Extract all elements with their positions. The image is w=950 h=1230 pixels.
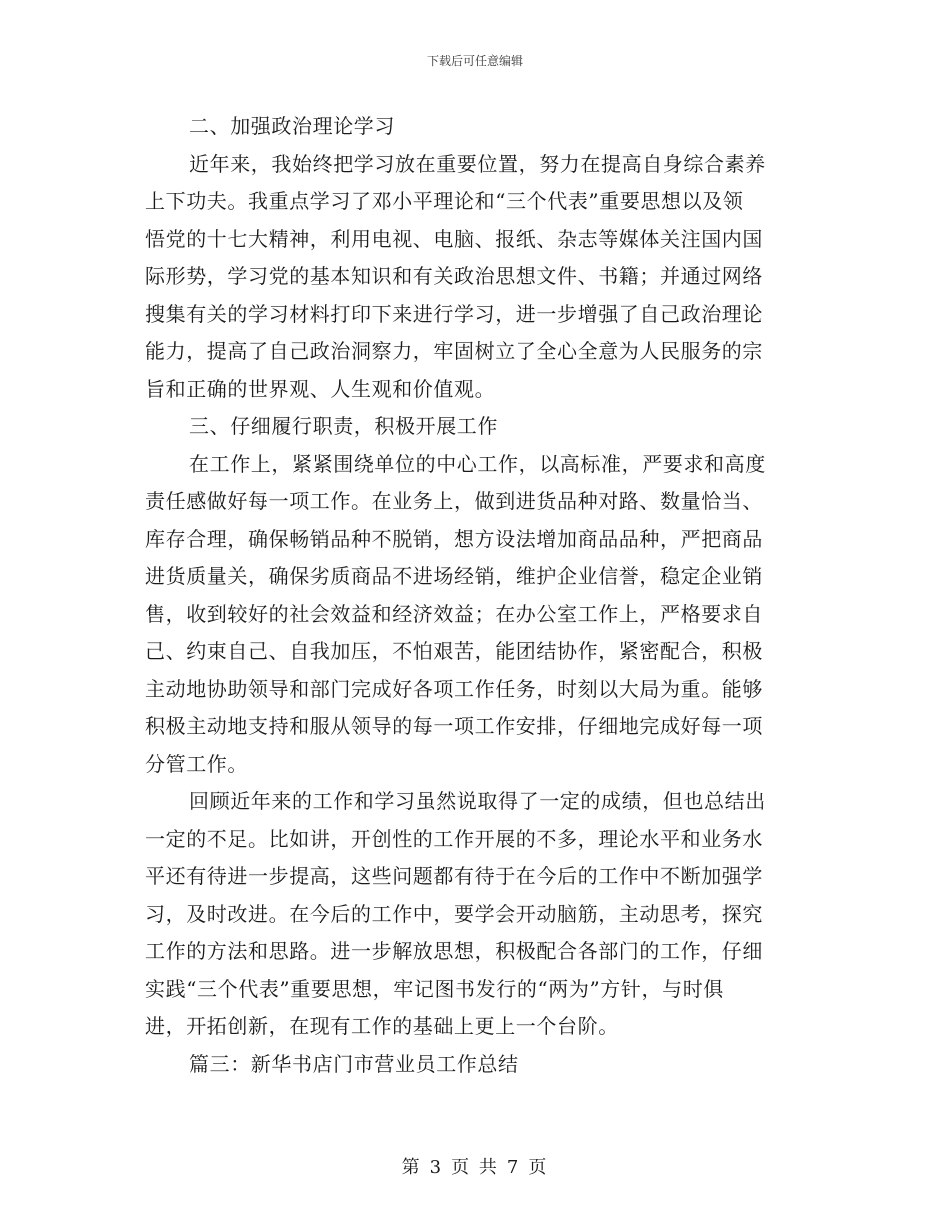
paragraph-political-study — [145, 146, 805, 409]
section-heading: 三、仔细履行职责，积极开展工作 — [189, 414, 498, 438]
text-line: 悟党的十七大精神，利用电视、电脑、报纸、杂志等媒体关注国内国 — [145, 226, 763, 251]
section-heading-political-study — [145, 108, 805, 146]
footer-middle: 页 共 — [451, 1157, 499, 1178]
text-line: 旨和正确的世界观、人生观和价值观。 — [145, 376, 496, 401]
paragraph-duties — [145, 446, 805, 784]
total-page-count: 7 — [506, 1157, 521, 1178]
text-line: 平还有待进一步提高，这些问题都有待于在今后的工作中不断加强学 — [145, 864, 763, 888]
text-line: 一定的不足。比如讲，开创性的工作开展的不多，理论水平和业务水 — [145, 826, 763, 851]
text-line: 分管工作。 — [145, 751, 248, 776]
next-article-heading — [145, 1046, 805, 1084]
text-line: 习，及时改进。在今后的工作中，要学会开动脑筋，主动思考，探究 — [145, 901, 763, 926]
text-line: 积极主动地支持和服从领导的每一项工作安排，仔细地完成好每一项 — [145, 714, 763, 738]
current-page-number: 3 — [429, 1157, 444, 1178]
text-line: 上下功夫。我重点学习了邓小平理论和“三个代表”重要思想以及领 — [145, 189, 744, 213]
page-header-note: 下载后可任意编辑 — [426, 54, 523, 68]
text-line: 工作的方法和思路。进一步解放思想，积极配合各部门的工作，仔细 — [145, 939, 763, 963]
document-body — [145, 108, 805, 1083]
text-line: 近年来，我始终把学习放在重要位置，努力在提高自身综合素养 — [189, 151, 766, 176]
section-heading: 二、加强政治理论学习 — [189, 114, 395, 138]
text-line: 进货质量关，确保劣质商品不进场经销，维护企业信誉，稳定企业销 — [145, 564, 763, 588]
text-line: 实践“三个代表”重要思想，牢记图书发行的“两为”方针，与时俱 — [145, 976, 724, 1001]
paragraph-review — [145, 783, 805, 1046]
text-line: 际形势，学习党的基本知识和有关政治思想文件、书籍；并通过网络 — [145, 264, 763, 288]
section-heading-duties — [145, 408, 805, 446]
text-line: 搜集有关的学习材料打印下来进行学习，进一步增强了自己政治理论 — [145, 301, 763, 326]
footer-suffix: 页 — [528, 1157, 549, 1178]
text-line: 在工作上，紧紧围绕单位的中心工作，以高标准，严要求和高度 — [189, 451, 766, 476]
article-title: 篇三：新华书店门市营业员工作总结 — [189, 1051, 519, 1076]
text-line: 主动地协助领导和部门完成好各项工作任务，时刻以大局为重。能够 — [145, 676, 763, 701]
text-line: 库存合理，确保畅销品种不脱销，想方设法增加商品品种，严把商品 — [145, 526, 763, 551]
text-line: 己、约束自己、自我加压，不怕艰苦，能团结协作，紧密配合，积极 — [145, 639, 763, 663]
page-number-footer — [0, 1153, 950, 1179]
text-line: 责任感做好每一项工作。在业务上，做到进货品种对路、数量恰当、 — [145, 489, 763, 513]
text-line: 回顾近年来的工作和学习虽然说取得了一定的成绩，但也总结出 — [189, 789, 766, 813]
footer-prefix: 第 — [401, 1157, 422, 1178]
text-line: 进，开拓创新，在现有工作的基础上更上一个台阶。 — [145, 1014, 619, 1038]
text-line: 售，收到较好的社会效益和经济效益；在办公室工作上，严格要求自 — [145, 601, 763, 626]
text-line: 能力，提高了自己政治洞察力，牢固树立了全心全意为人民服务的宗 — [145, 339, 763, 363]
